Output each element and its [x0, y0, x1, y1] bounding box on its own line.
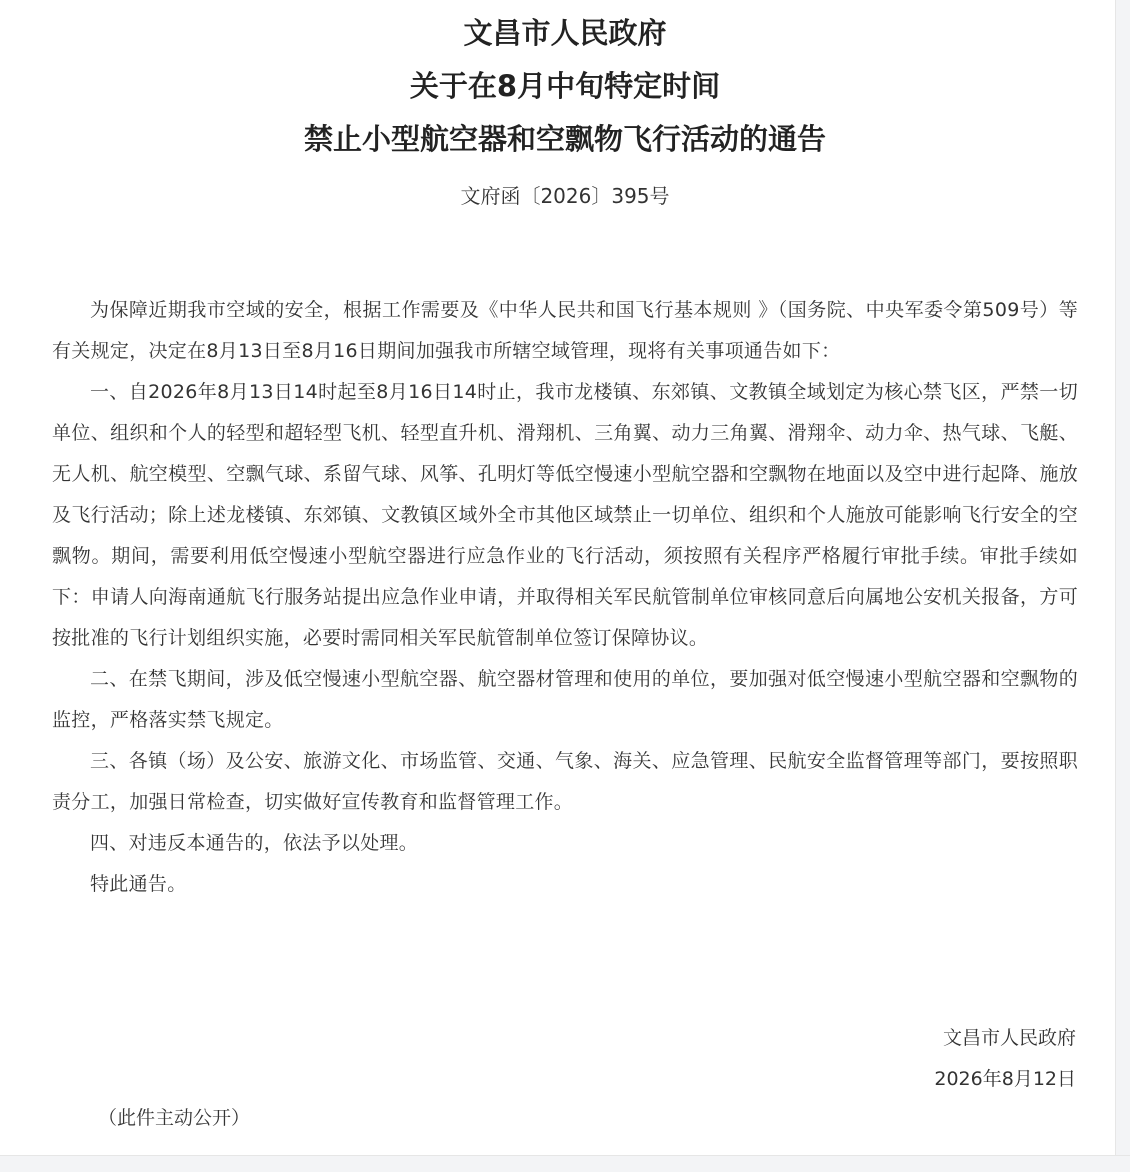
signature-date: 2026年8月12日 — [934, 1068, 1076, 1090]
document-number: 文府函〔2026〕395号 — [460, 184, 670, 208]
notice-body — [52, 290, 1078, 905]
page-bottom-edge — [0, 1155, 1130, 1172]
disclosure-note: （此件主动公开） — [98, 1107, 251, 1129]
title-line-3: 禁止小型航空器和空飘物飞行活动的通告 — [303, 122, 826, 156]
title-line-2: 关于在8月中旬特定时间 — [409, 69, 721, 103]
page-right-edge — [1115, 0, 1130, 1172]
item-1-paragraph: 一、自2026年8月13日14时起至8月16日14时止，我市龙楼镇、东郊镇、文教镇全域划定为核心禁飞区，严禁一切单位、组织和个人的轻型和超轻型飞机、轻型直升机、滑翔机、三角翼、动力三角翼、滑翔伞、动力伞、热气球、飞艇、无人机、航空模型、空飘气球、系留气球、风筝、孔明灯等低空慢速小型航空器和空飘物在地面以及空中进行起降、施放及飞行活动；除上述龙楼镇、东郊镇、文教镇区域外全市其他区域禁止一切单位、组织和个人施放可能影响飞行安全的空飘物。期间，需要利用低空慢速小型航空器进行应急作业的飞行活动，须按照有关程序严格履行审批手续。审批手续如下：申请人向海南通航飞行服务站提出应急作业申请，并取得相关军民航管制单位审核同意后向属地公安机关报备，方可按批准的飞行计划组织实施，必要时需同相关军民航管制单位签订保障协议。 — [52, 381, 1078, 649]
item-4-paragraph: 四、对违反本通告的，依法予以处理。 — [90, 832, 419, 854]
intro-paragraph: 为保障近期我市空域的安全，根据工作需要及《中华人民共和国飞行基本规则 》（国务院、中央军委令第509号）等有关规定，决定在8月13日至8月16日期间加强我市所辖空域管理，现将有关事项通告如下： — [52, 299, 1078, 362]
item-3-paragraph: 三、各镇（场）及公安、旅游文化、市场监管、交通、气象、海关、应急管理、民航安全监督管理等部门，要按照职责分工，加强日常检查，切实做好宣传教育和监督管理工作。 — [52, 750, 1078, 813]
item-2-paragraph: 二、在禁飞期间，涉及低空慢速小型航空器、航空器材管理和使用的单位，要加强对低空慢速小型航空器和空飘物的监控，严格落实禁飞规定。 — [52, 668, 1078, 731]
title-line-1: 文昌市人民政府 — [463, 16, 667, 50]
closing-paragraph: 特此通告。 — [90, 873, 187, 895]
signature-org: 文昌市人民政府 — [942, 1027, 1076, 1049]
